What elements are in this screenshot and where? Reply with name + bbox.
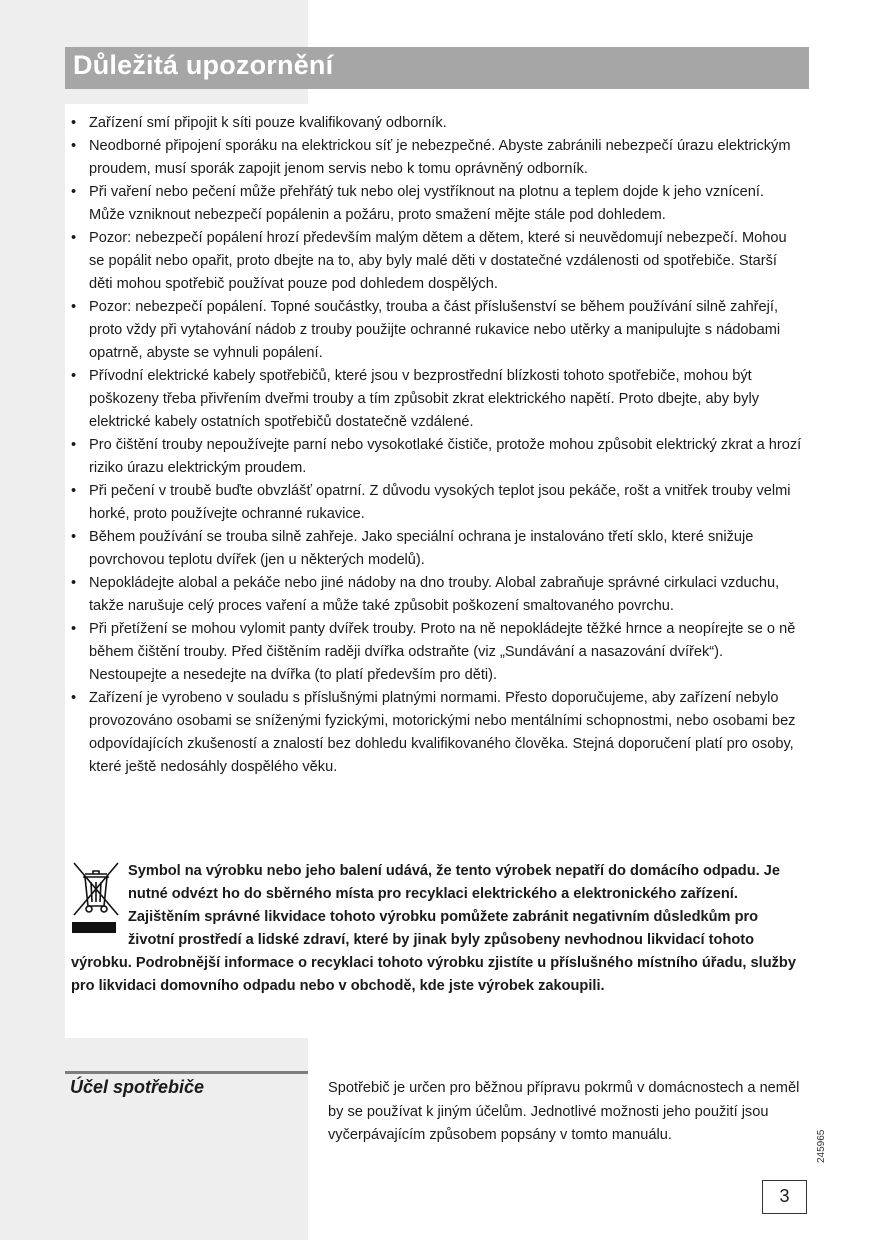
warning-item: • Při přetížení se mohou vylomit panty dvířek trouby. Proto na ně nepokládejte těžké hrnce a neopírejte se o ně během čištění trouby. Před čištěním raději dvířka odstraňte (viz „Sundávání a nasazování dvířek“). Nestoupejte a nesedejte na dvířka (to platí především pro děti). — [71, 618, 803, 687]
purpose-heading: Účel spotřebiče — [70, 1077, 205, 1097]
document-code: 245965 — [816, 1129, 827, 1163]
warning-item: • Zařízení smí připojit k síti pouze kvalifikovaný odborník. — [71, 112, 803, 135]
weee-bar — [72, 922, 116, 933]
warning-item: • Nepokládejte alobal a pekáče nebo jiné nádoby na dno trouby. Alobal zabraňuje správné cirkulaci vzduchu, takže narušuje celý proces vaření a může také způsobit poškození smaltovaného povrchu. — [71, 572, 803, 618]
purpose-divider — [65, 1071, 308, 1074]
weee-text: Symbol na výrobku nebo jeho balení udává, že tento výrobek nepatří do domácího odpadu. Je nutné odvézt ho do sběrného místa pro recyklaci elektrického a elektronického zařízení. Zajištěním správné likvidace tohoto výrobku pomůžete zabránit negativním důsledkům pro životní prostředí a lidské zdraví, které by jinak byly způsobeny nevhodnou likvidací tohoto výrobku. Podrobnější informace o recyklaci tohoto výrobku zjistíte u příslušného místního úřadu, služby pro likvidaci domovního odpadu nebo v obchodě, kde jste výrobek zakoupili. — [71, 863, 796, 994]
warning-item: • Během používání se trouba silně zahřeje. Jako speciální ochrana je instalováno třetí sklo, které snižuje povrchovou teplotu dvířek (jen u některých modelů). — [71, 526, 803, 572]
page-number: 3 — [762, 1180, 807, 1214]
warning-item: • Pozor: nebezpečí popálení hrozí především malým dětem a dětem, které si neuvědomují nebezpečí. Mohou se popálit nebo opařit, proto dbejte na to, aby byly malé děti v dostatečné vzdálenosti od spotřebiče. Starší děti mohou spotřebič používat pouze pod dohledem dospělých. — [71, 227, 803, 296]
warning-item: • Zařízení je vyrobeno v souladu s příslušnými platnými normami. Přesto doporučujeme, aby zařízení nebylo provozováno osobami se sníženými fyzickými, motorickými nebo mentálními schopnostmi, nebo osobami bez odpovídajících zkušeností a znalostí bez dohledu kvalifikovaného člověka. Stejná doporučení platí pro osoby, které ještě nedosáhly dospělého věku. — [71, 687, 803, 779]
purpose-text: Spotřebič je určen pro běžnou přípravu pokrmů v domácnostech a neměl by se používat k jiným účelům. Jednotlivé možnosti jeho použití jsou vyčerpávajícím způsobem popsány v tomto manuálu. — [328, 1080, 800, 1143]
warning-item: • Neodborné připojení sporáku na elektrickou síť je nebezpečné. Abyste zabránili nebezpečí úrazu elektrickým proudem, musí sporák zapojit jenom servis nebo k tomu oprávněný odborník. — [71, 135, 803, 181]
warnings-box — [65, 104, 809, 1038]
page-title: Důležitá upozornění — [73, 50, 334, 80]
warning-item: • Pro čištění trouby nepoužívejte parní nebo vysokotlaké čističe, protože mohou způsobit elektrický zkrat a hrozí riziko úrazu elektrickým proudem. — [71, 434, 803, 480]
warning-item: • Pozor: nebezpečí popálení. Topné součástky, trouba a část příslušenství se během používání silně zahřejí, proto vždy při vytahování nádob z trouby použijte ochranné rukavice nebo utěrky a manipulujte s nádobami opatrně, abyste se vyhnuli popálení. — [71, 296, 803, 365]
warning-item: • Při pečení v troubě buďte obvzlášť opatrní. Z důvodu vysokých teplot jsou pekáče, rošt a vnitřek trouby velmi horké, proto používejte ochranné rukavice. — [71, 480, 803, 526]
warning-item: • Přívodní elektrické kabely spotřebičů, které jsou v bezprostřední blízkosti tohoto spotřebiče, mohou být poškozeny třeba přivřením dveřmi trouby a tím způsobit zkrat elektrického napětí. Proto dbejte, aby byly elektrické kabely ostatních spotřebičů dostatečně vzdálené. — [71, 365, 803, 434]
weee-symbol — [71, 860, 121, 940]
crossed-out-wheelie-bin-icon — [71, 860, 121, 918]
weee-notice — [71, 860, 807, 998]
warnings-list — [71, 112, 803, 779]
warning-item: • Při vaření nebo pečení může přehřátý tuk nebo olej vystříknout na plotnu a teplem dojde k jeho vznícení. Může vzniknout nebezpečí popálenin a požáru, proto smažení mějte stále pod dohledem. — [71, 181, 803, 227]
title-bar — [65, 47, 809, 89]
